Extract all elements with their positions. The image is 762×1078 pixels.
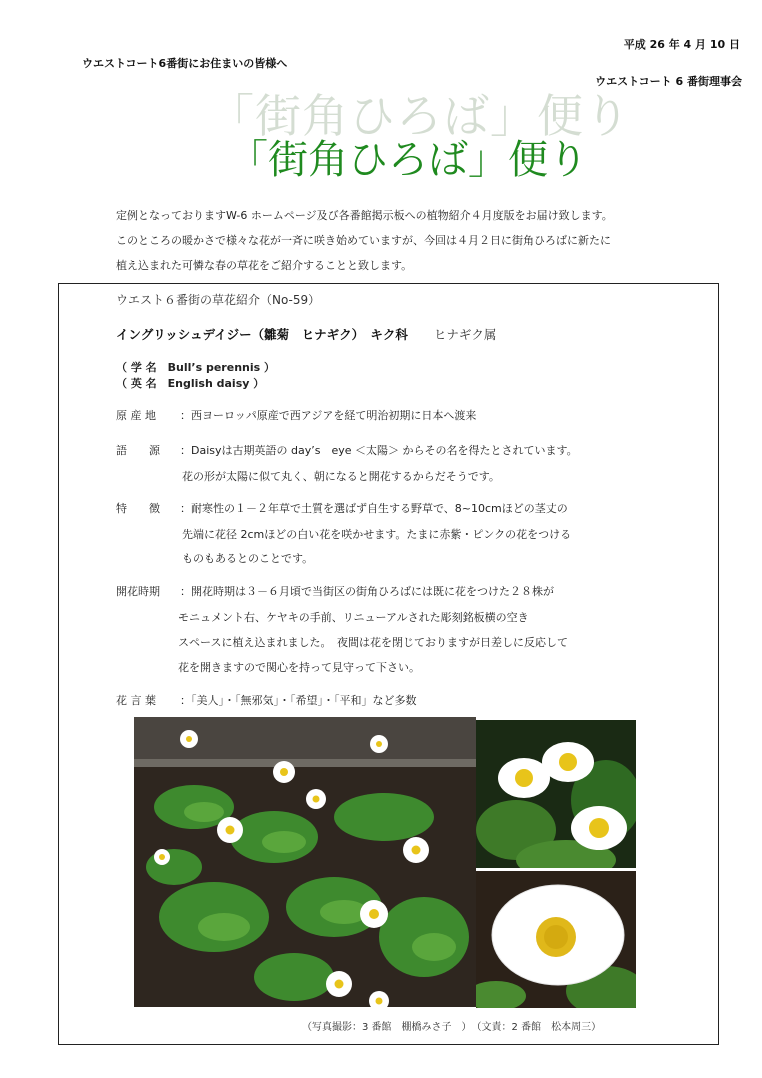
flower-language-row [116, 688, 417, 714]
features-row [116, 496, 568, 522]
series-title: ウエスト６番街の草花紹介（No-59） [116, 293, 321, 307]
features-label: 特 徴 [116, 502, 160, 515]
bloom-row [116, 579, 554, 605]
features-text-3: ものもあるとのことです。 [182, 552, 314, 565]
etymology-text: ：Daisyは古期英語の day’s eye ＜太陽＞ からその名を得たとされています。 [180, 444, 578, 457]
issue-date: 平成 26 年 4 月 10 日 [623, 38, 740, 51]
origin-text: ：西ヨーロッパ原産で西アジアを経て明治初期に日本へ渡来 [180, 409, 477, 422]
daisy-trio-photo [476, 720, 636, 868]
flower-name-main: イングリッシュデイジー（雛菊 ヒナギク） キク科 [116, 327, 408, 342]
flower-genus: ヒナギク属 [433, 327, 497, 342]
bloom-text-3: スペースに植え込まれました。 夜間は花を閉じておりますが日差しに反応して [178, 636, 568, 649]
intro-line: このところの暖かさで様々な花が一斉に咲き始めていますが、今回は４月２日に街角ひろばに新たに [116, 234, 611, 247]
addressee: ウエストコート6番街にお住まいの皆様へ [82, 57, 288, 70]
bloom-label: 開花時期 [116, 585, 160, 598]
origin-label: 原 産 地 [116, 409, 156, 422]
etymology-row [116, 438, 578, 464]
names-block [116, 360, 275, 392]
flowerbed-photo [134, 717, 476, 1007]
intro-line: 定例となっておりますW-6 ホームページ及び各番館掲示板への植物紹介４月度版をお届け致します。 [116, 209, 613, 222]
photo-caption: （写真撮影：3 番館 棚橋みさ子 ） （文責：2 番館 松本周三） [302, 1022, 602, 1033]
scientific-name: （ 学 名 Bull’s perennis ） [116, 361, 276, 374]
bloom-text-2: モニュメント右、ケヤキの手前、リニューアルされた彫刻銘板横の空き [178, 611, 529, 624]
sender: ウエストコート 6 番街理事会 [595, 75, 742, 88]
flower-language-text: ：「美人」・「無邪気」・「希望」・「平和」など多数 [180, 694, 417, 707]
title-shadow: 「街角ひろば」便り [208, 89, 631, 143]
daisy-closeup-photo [476, 871, 636, 1008]
flower-name [116, 325, 496, 343]
intro-text [116, 203, 716, 278]
flower-language-label: 花 言 葉 [116, 694, 156, 707]
features-text-2: 先端に花径 2cmほどの白い花を咲かせます。たまに赤紫・ピンクの花をつける [182, 528, 572, 541]
origin-row [116, 403, 476, 429]
etymology-text-2: 花の形が太陽に似て丸く、朝になると開花するからだそうです。 [182, 470, 500, 483]
etymology-label: 語 源 [116, 444, 160, 457]
bloom-text-4: 花を開きますので関心を持って見守って下さい。 [178, 661, 420, 674]
english-name: （ 英 名 English daisy ） [116, 377, 265, 390]
features-text: ：耐寒性の１－２年草で土質を選ばず自生する野草で、8~10cmほどの茎丈の [180, 502, 568, 515]
bloom-text: ：開花時期は３－６月頃で当街区の街角ひろばには既に花をつけた２８株が [180, 585, 554, 598]
page-title: 「街角ひろば」便り [228, 137, 588, 183]
intro-line: 植え込まれた可憐な春の草花をご紹介することと致します。 [116, 259, 413, 272]
